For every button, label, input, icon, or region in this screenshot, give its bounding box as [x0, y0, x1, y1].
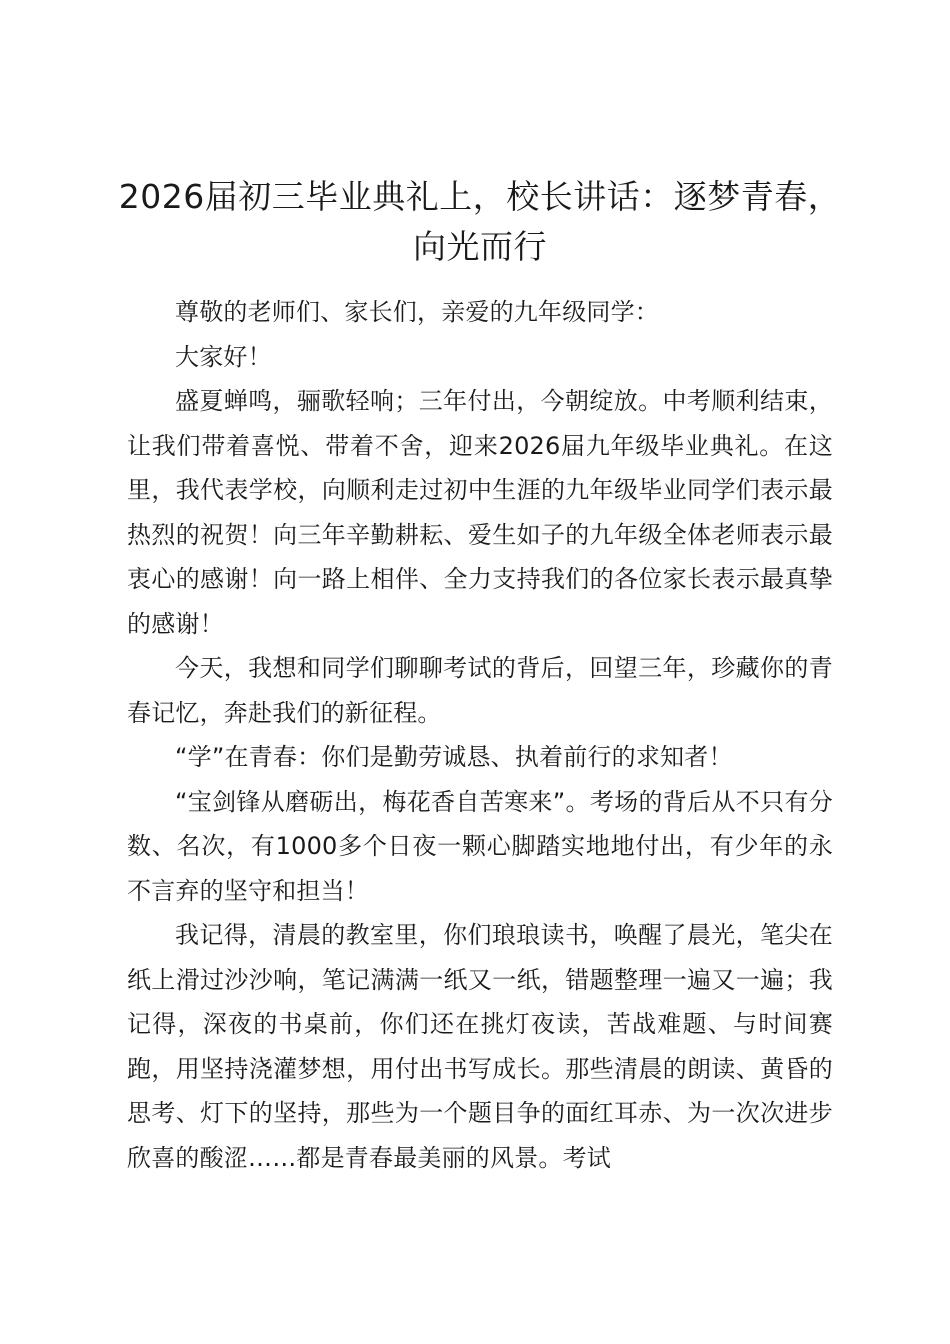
document-page — [118, 172, 842, 1180]
body-paragraph: “宝剑锋从磨砺出，梅花香自苦寒来”。考场的背后从不只有分数、名次，有1000多个日夜一颗心脚踏实地地付出，有少年的永不言弃的坚守和担当！ — [127, 787, 833, 905]
body-paragraph: 今天，我想和同学们聊聊考试的背后，回望三年，珍藏你的青春记忆，奔赴我们的新征程。 — [127, 654, 833, 727]
salutation-paragraph: 尊敬的老师们、家长们，亲爱的九年级同学： — [175, 298, 659, 326]
body-paragraph: 我记得，清晨的教室里，你们琅琅读书，唤醒了晨光，笔尖在纸上滑过沙沙响，笔记满满一纸又一纸，错题整理一遍又一遍；我记得，深夜的书桌前，你们还在挑灯夜读，苦战难题、与时间赛跑，用坚持浇灌梦想，用付出书写成长。那些清晨的朗读、黄昏的思考、灯下的坚持，那些为一个题目争的面红耳赤、为一次次进步欣喜的酸涩……都是青春最美丽的风景。考试 — [127, 921, 833, 1172]
greeting-paragraph: 大家好！ — [175, 342, 272, 371]
section-heading-paragraph: “学”在青春：你们是勤劳诚恳、执着前行的求知者！ — [175, 743, 733, 771]
body-paragraph: 盛夏蝉鸣，骊歌轻响；三年付出，今朝绽放。中考顺利结束，让我们带着喜悦、带着不舍，迎来2026届九年级毕业典礼。在这里，我代表学校，向顺利走过初中生涯的九年级毕业同学们表示最热烈的祝贺！向三年辛勤耕耘、爱生如子的九年级全体老师表示最衷心的感谢！向一路上相伴、全力支持我们的各位家长表示最真挚的感谢！ — [127, 387, 833, 638]
document-title: 2026届初三毕业典礼上，校长讲话：逐梦青春，向光而行 — [118, 177, 842, 266]
